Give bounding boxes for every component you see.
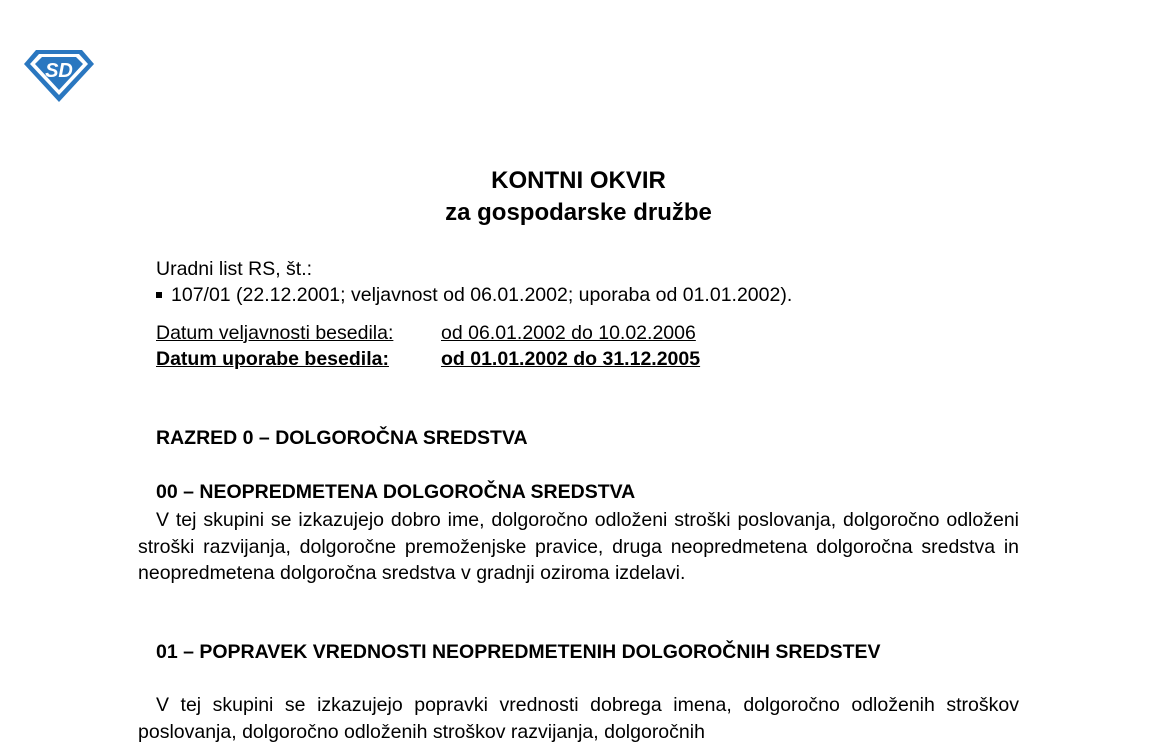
validity-label: Datum veljavnosti besedila: <box>156 322 394 344</box>
svg-text:SD: SD <box>45 60 73 82</box>
validity-value: od 06.01.2002 do 10.02.2006 <box>441 322 696 344</box>
razred-heading: RAZRED 0 – DOLGOROČNA SREDSTVA <box>156 427 528 449</box>
section-01-heading: 01 – POPRAVEK VREDNOSTI NEOPREDMETENIH DOLGOROČNIH SREDSTEV <box>156 641 881 663</box>
section-00-heading: 00 – NEOPREDMETENA DOLGOROČNA SREDSTVA <box>156 481 636 503</box>
use-value: od 01.01.2002 do 31.12.2005 <box>441 348 701 370</box>
gazette-label: Uradni list RS, št.: <box>156 258 313 280</box>
bullet-icon <box>156 292 162 298</box>
section-00-text: V tej skupini se izkazujejo dobro ime, dolgoročno odloženi stroški poslovanja, dolgoročno odloženi stroški razvijanja, dolgoročne premoženjske pravice, druga neopredmetena dolgoročna sredstva in neopredmetena dolgoročna sredstva v gradnji oziroma izdelavi. <box>138 509 1019 584</box>
use-label: Datum uporabe besedila: <box>156 348 389 370</box>
gazette-bullet-item <box>156 282 792 308</box>
use-row <box>156 346 700 372</box>
document-title: KONTNI OKVIR <box>491 167 666 194</box>
dates-table <box>156 320 700 372</box>
gazette-item-text: 107/01 (22.12.2001; veljavnost od 06.01.2002; uporaba od 01.01.2002). <box>171 284 793 306</box>
validity-row <box>156 320 700 346</box>
section-01-text: V tej skupini se izkazujejo popravki vrednosti dobrega imena, dolgoročno odloženih stroškov poslovanja, dolgoročno odloženih stroškov razvijanja, dolgoročnih <box>138 694 1019 743</box>
document-subtitle: za gospodarske družbe <box>445 199 712 226</box>
sd-diamond-logo-icon <box>22 48 96 104</box>
